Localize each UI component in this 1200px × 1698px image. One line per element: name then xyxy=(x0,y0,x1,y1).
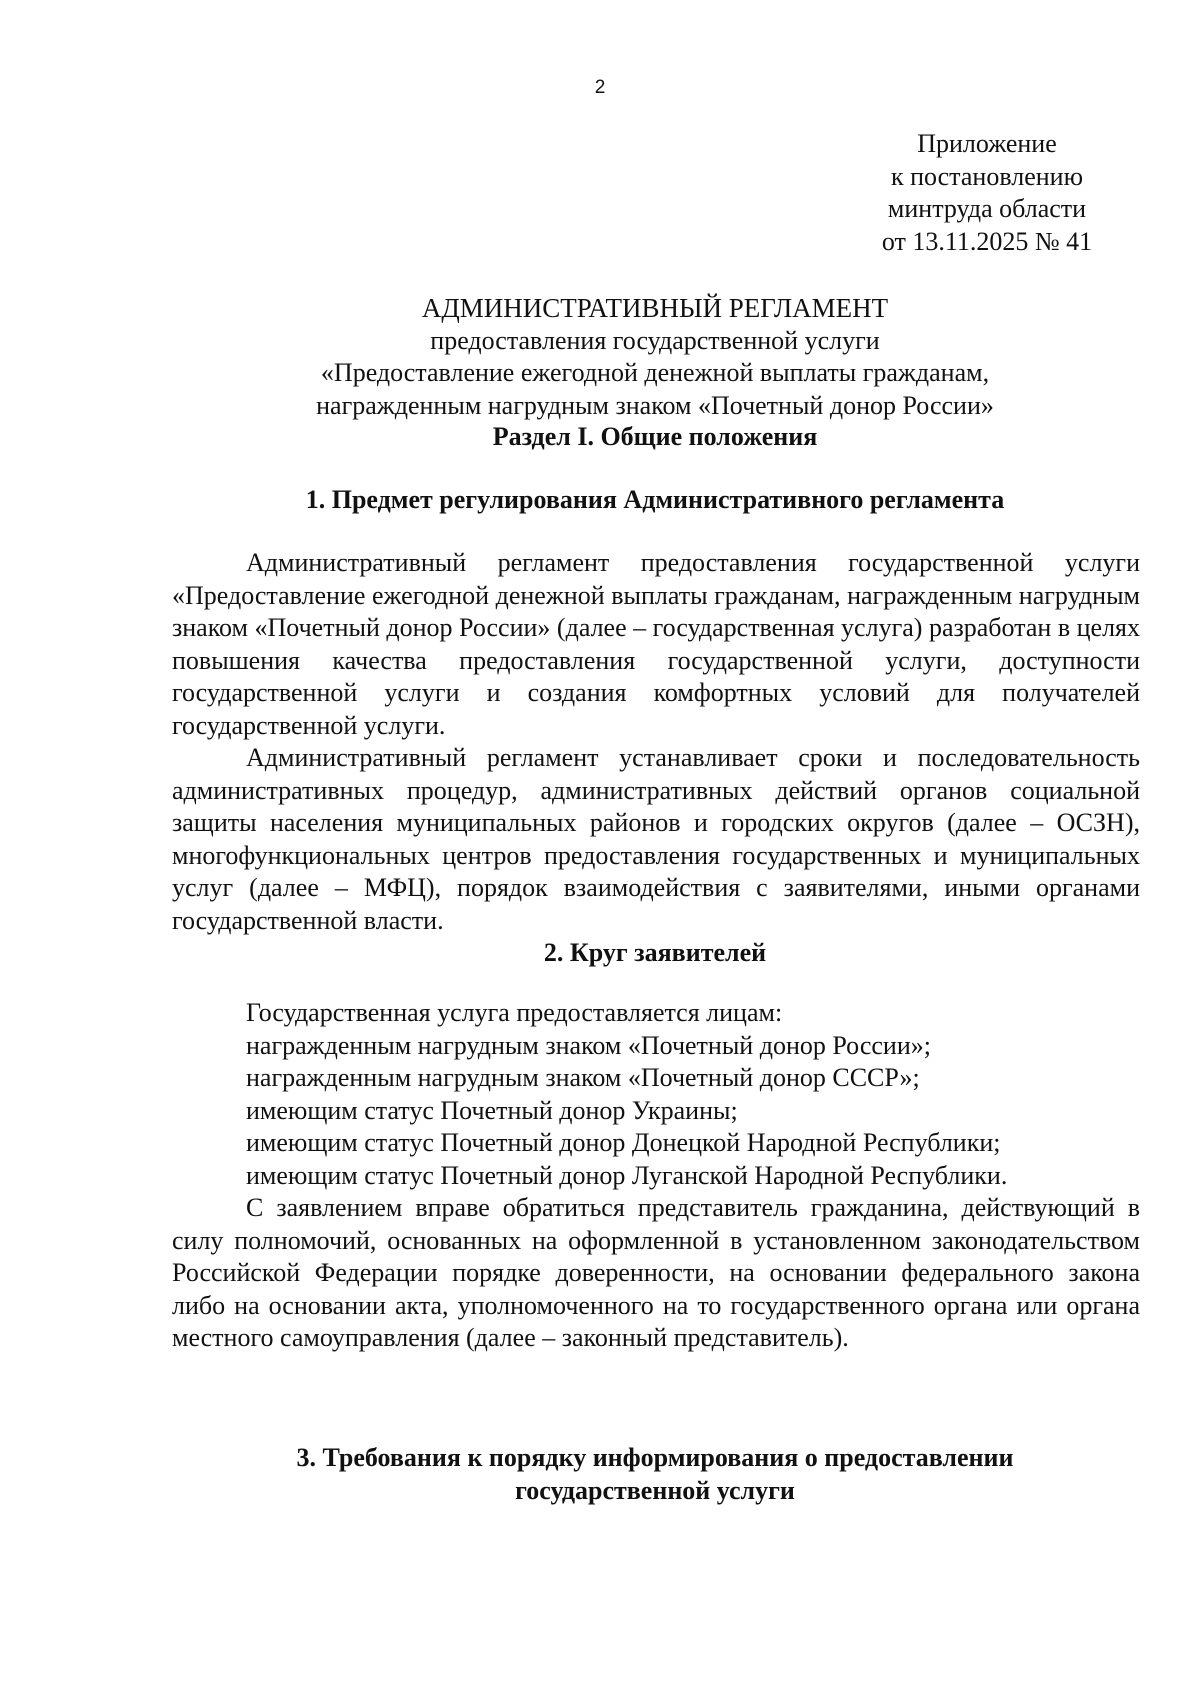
applicant-list-item: имеющим статус Почетный донор Донецкой Народной Республики; xyxy=(246,1128,1001,1157)
appendix-date-number: от 13.11.2025 № 41 xyxy=(881,226,1093,256)
subsection-2-body xyxy=(172,997,1140,1355)
applicant-list-item: Государственная услуга предоставляется лицам: xyxy=(246,998,783,1027)
appendix-line: Приложение xyxy=(917,129,1057,158)
applicant-list-item: имеющим статус Почетный донор Луганской Народной Республики. xyxy=(246,1160,1008,1190)
title-main: АДМИНИСТРАТИВНЫЙ РЕГЛАМЕНТ xyxy=(421,293,889,323)
applicant-list-item: имеющим статус Почетный донор Украины; xyxy=(246,1095,738,1125)
heading-line: 3. Требования к порядку информирования о предоставлении xyxy=(296,1443,1014,1472)
subsection-heading-2: 2. Круг заявителей xyxy=(543,938,767,967)
paragraph: С заявлением вправе обратиться представитель гражданина, действующий в силу полномочий, основанных на оформленной в установленном законодательством Российской Федерации порядке доверенности, на основании федерального закона либо на основании акта, уполномоченного на то государственного органа или органа местного самоуправления (далее – законный представитель). xyxy=(172,1193,1140,1352)
appendix-block xyxy=(862,128,1112,258)
section-heading: Раздел I. Общие положения xyxy=(492,422,818,451)
title-line: предоставления государственной услуги xyxy=(430,325,880,355)
paragraph: Административный регламент предоставления государственной услуги «Предоставление ежегодной денежной выплаты гражданам, награжденным нагрудным знаком «Почетный донор России» (далее – государственная услуга) разработан в целях повышения качества предоставления государственной услуги, доступности государственной услуги и создания комфортных условий для получателей государственной услуги. xyxy=(172,548,1140,740)
page-number: 2 xyxy=(594,77,606,98)
heading-line: государственной услуги xyxy=(515,1475,795,1505)
appendix-line: минтруда области xyxy=(887,194,1087,223)
title-line: «Предоставление ежегодной денежной выплаты гражданам, xyxy=(320,358,990,387)
appendix-line: к постановлению xyxy=(890,161,1084,191)
paragraph: Административный регламент устанавливает сроки и последовательность административных процедур, административных действий органов социальной защиты населения муниципальных районов и городских округов (далее – ОСЗН), многофункциональных центров предоставления государственных и муниципальных услуг (далее – МФЦ), порядок взаимодействия с заявителями, иными органами государственной власти. xyxy=(172,743,1140,935)
subsection-1-body xyxy=(172,547,1140,937)
document-title xyxy=(170,292,1140,422)
applicant-list-item: награжденным нагрудным знаком «Почетный донор России»; xyxy=(246,1030,931,1060)
title-line: награжденным нагрудным знаком «Почетный донор России» xyxy=(316,390,994,420)
applicant-list-item: награжденным нагрудным знаком «Почетный донор СССР»; xyxy=(246,1063,920,1092)
subsection-heading-1: 1. Предмет регулирования Административного регламента xyxy=(305,485,1005,514)
subsection-heading-3 xyxy=(170,1442,1140,1507)
